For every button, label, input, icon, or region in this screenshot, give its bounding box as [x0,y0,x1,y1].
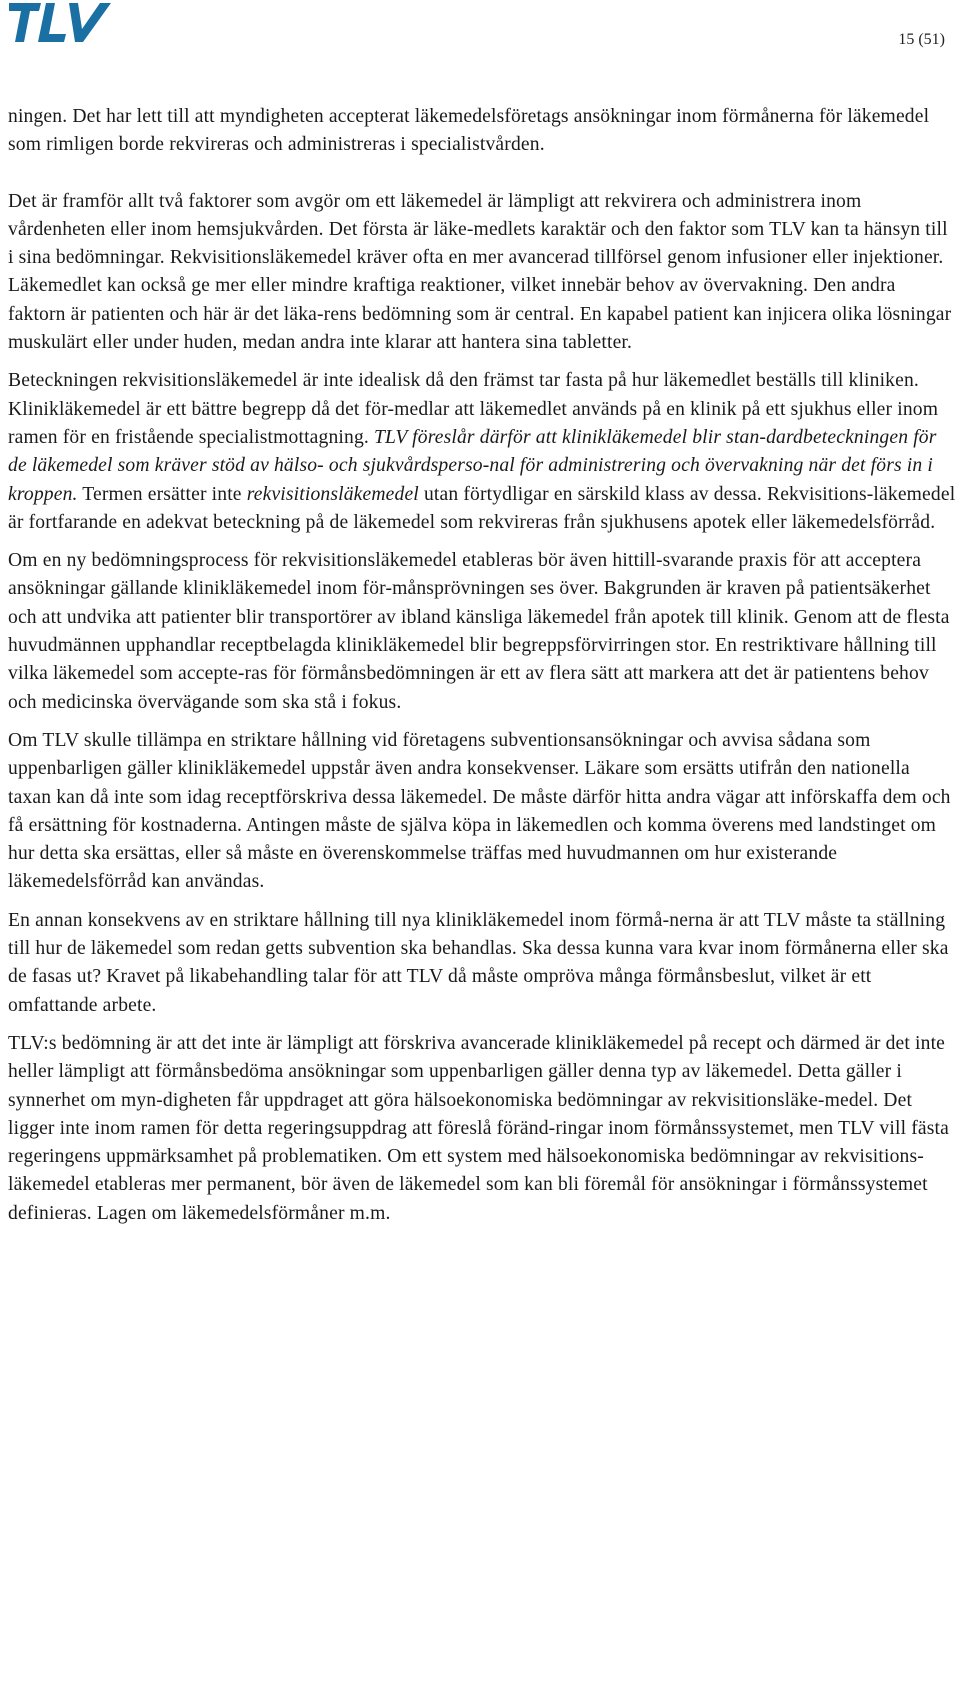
italic-text-segment: TLV föreslår därför att klinikläkemedel blir stan-dardbeteckningen för de läkemedel som kräver stöd av hälso- och sjukvårdsperso-nal för administrering och övervakning när det förs in i kroppen. [8,426,937,505]
text-segment: TLV:s bedömning är att det inte är lämpligt att förskriva avancerade klinikläkemedel på recept och därmed är det inte heller lämpligt att förmånsbedöma ansökningar som uppenbarligen gäller denna typ av läkemedel. Detta gäller i synnerhet om myn-digheten får uppdraget att göra hälsoekonomiska bedömningar av rekvisitionsläke-medel. Det ligger inte inom ramen för detta regeringsuppdrag att föreslå föränd-ringar inom förmånssystemet, men TLV vill fästa regeringens uppmärksamhet på problematiken. Om ett system med hälsoekonomiska bedömningar av rekvisitions-läkemedel etableras mer permanent, bör även de läkemedel som kan bli föremål för ansökningar i förmånssystemet definieras. Lagen om läkemedelsförmåner m.m. [8,1032,949,1224]
page-number: 15 (51) [898,31,945,48]
text-segment: Beteckningen rekvisitionsläkemedel är inte idealisk då den främst tar fasta på hur läkemedlet beställs till kliniken. Klinikläkemedel är ett bättre begrepp då det för-medlar att läkemedlet används på en klinik på ett sjukhus eller inom ramen för en fristående specialistmottagning. [8,370,939,448]
text-segment: En annan konsekvens av en striktare hållning till nya klinikläkemedel inom förmå-nerna är att TLV måste ta ställning till hur de läkemedel som redan getts subvention ska behandlas. Ska dessa kunna vara kvar inom förmånerna eller ska de fasas ut? Kravet på likabehandling talar för att TLV då måste ompröva många förmånsbeslut, vilket är ett omfattande arbete. [8,909,949,1016]
paragraph [8,103,956,160]
paragraph [8,547,956,717]
paragraph [8,188,956,358]
text-segment: Termen ersätter inte [77,483,247,505]
tlv-logo [8,2,112,46]
text-segment: Det är framför allt två faktorer som avgör om ett läkemedel är lämpligt att rekvirera och administrera inom vårdenheten eller inom hemsjukvården. Det första är läke-medlets karaktär och den faktor som TLV kan ta hänsyn till i sina bedömningar. Rekvisitionsläkemedel kräver ofta en mer avancerad tillförsel genom infusioner eller injektioner. Läkemedlet kan också ge mer eller mindre kraftiga reaktioner, vilket innebär behov av övervakning. Den andra faktorn är patienten och här är det läka-rens bedömning som är central. En kapabel patient kan injicera olika lösningar muskulärt eller under huden, medan andra inte klarar att hantera sina tabletter. [8,190,952,354]
text-segment: utan förtydligar en särskild klass av dessa. Rekvisitions-läkemedel är fortfarande en adekvat beteckning på de läkemedel som rekvireras från sjukhusens apotek eller läkemedelsförråd. [8,483,956,533]
text-segment: ningen. Det har lett till att myndigheten accepterat läkemedelsföretags ansökningar inom förmånerna för läkemedel som rimligen borde rekvireras och administreras i specialistvården. [8,106,930,156]
body-text [8,103,956,1238]
paragraph [8,907,956,1020]
paragraph [8,1030,956,1228]
text-segment: Om en ny bedömningsprocess för rekvisitionsläkemedel etableras bör även hittill-svarande praxis för att acceptera ansökningar gällande klinikläkemedel inom för-månsprövningen ses över. Bakgrunden är kraven på patientsäkerhet och att undvika att patienter blir transportörer av ibland känsliga läkemedel från apotek till klinik. Genom att de flesta huvudmännen upphandlar receptbelagda klinikläkemedel blir begreppsförvirringen stor. En restriktivare hållning till vilka läkemedel som accepte-ras för förmånsbedömningen är ett av flera sätt att markera att det är patientens behov och medicinska övervägande som ska stå i fokus. [8,550,950,713]
paragraph [8,367,956,537]
italic-text-segment: rekvisitionsläkemedel [246,483,419,505]
text-segment: Om TLV skulle tillämpa en striktare hållning vid företagens subventionsansökningar och avvisa sådana som uppenbarligen gäller klinikläkemedel uppstår även andra konsekvenser. Läkare som ersätts utifrån den nationella taxan kan då inte som idag receptförskriva dessa läkemedel. De måste därför hitta andra vägar att införskaffa dem och få ersättning för kostnaderna. Antingen måste de själva köpa in läkemedlen och komma överens med landstinget om hur detta ska ersättas, eller så måste en överenskommelse träffas med huvudmannen om hur existerande läkemedelsförråd kan användas. [8,729,951,893]
paragraph [8,727,956,897]
